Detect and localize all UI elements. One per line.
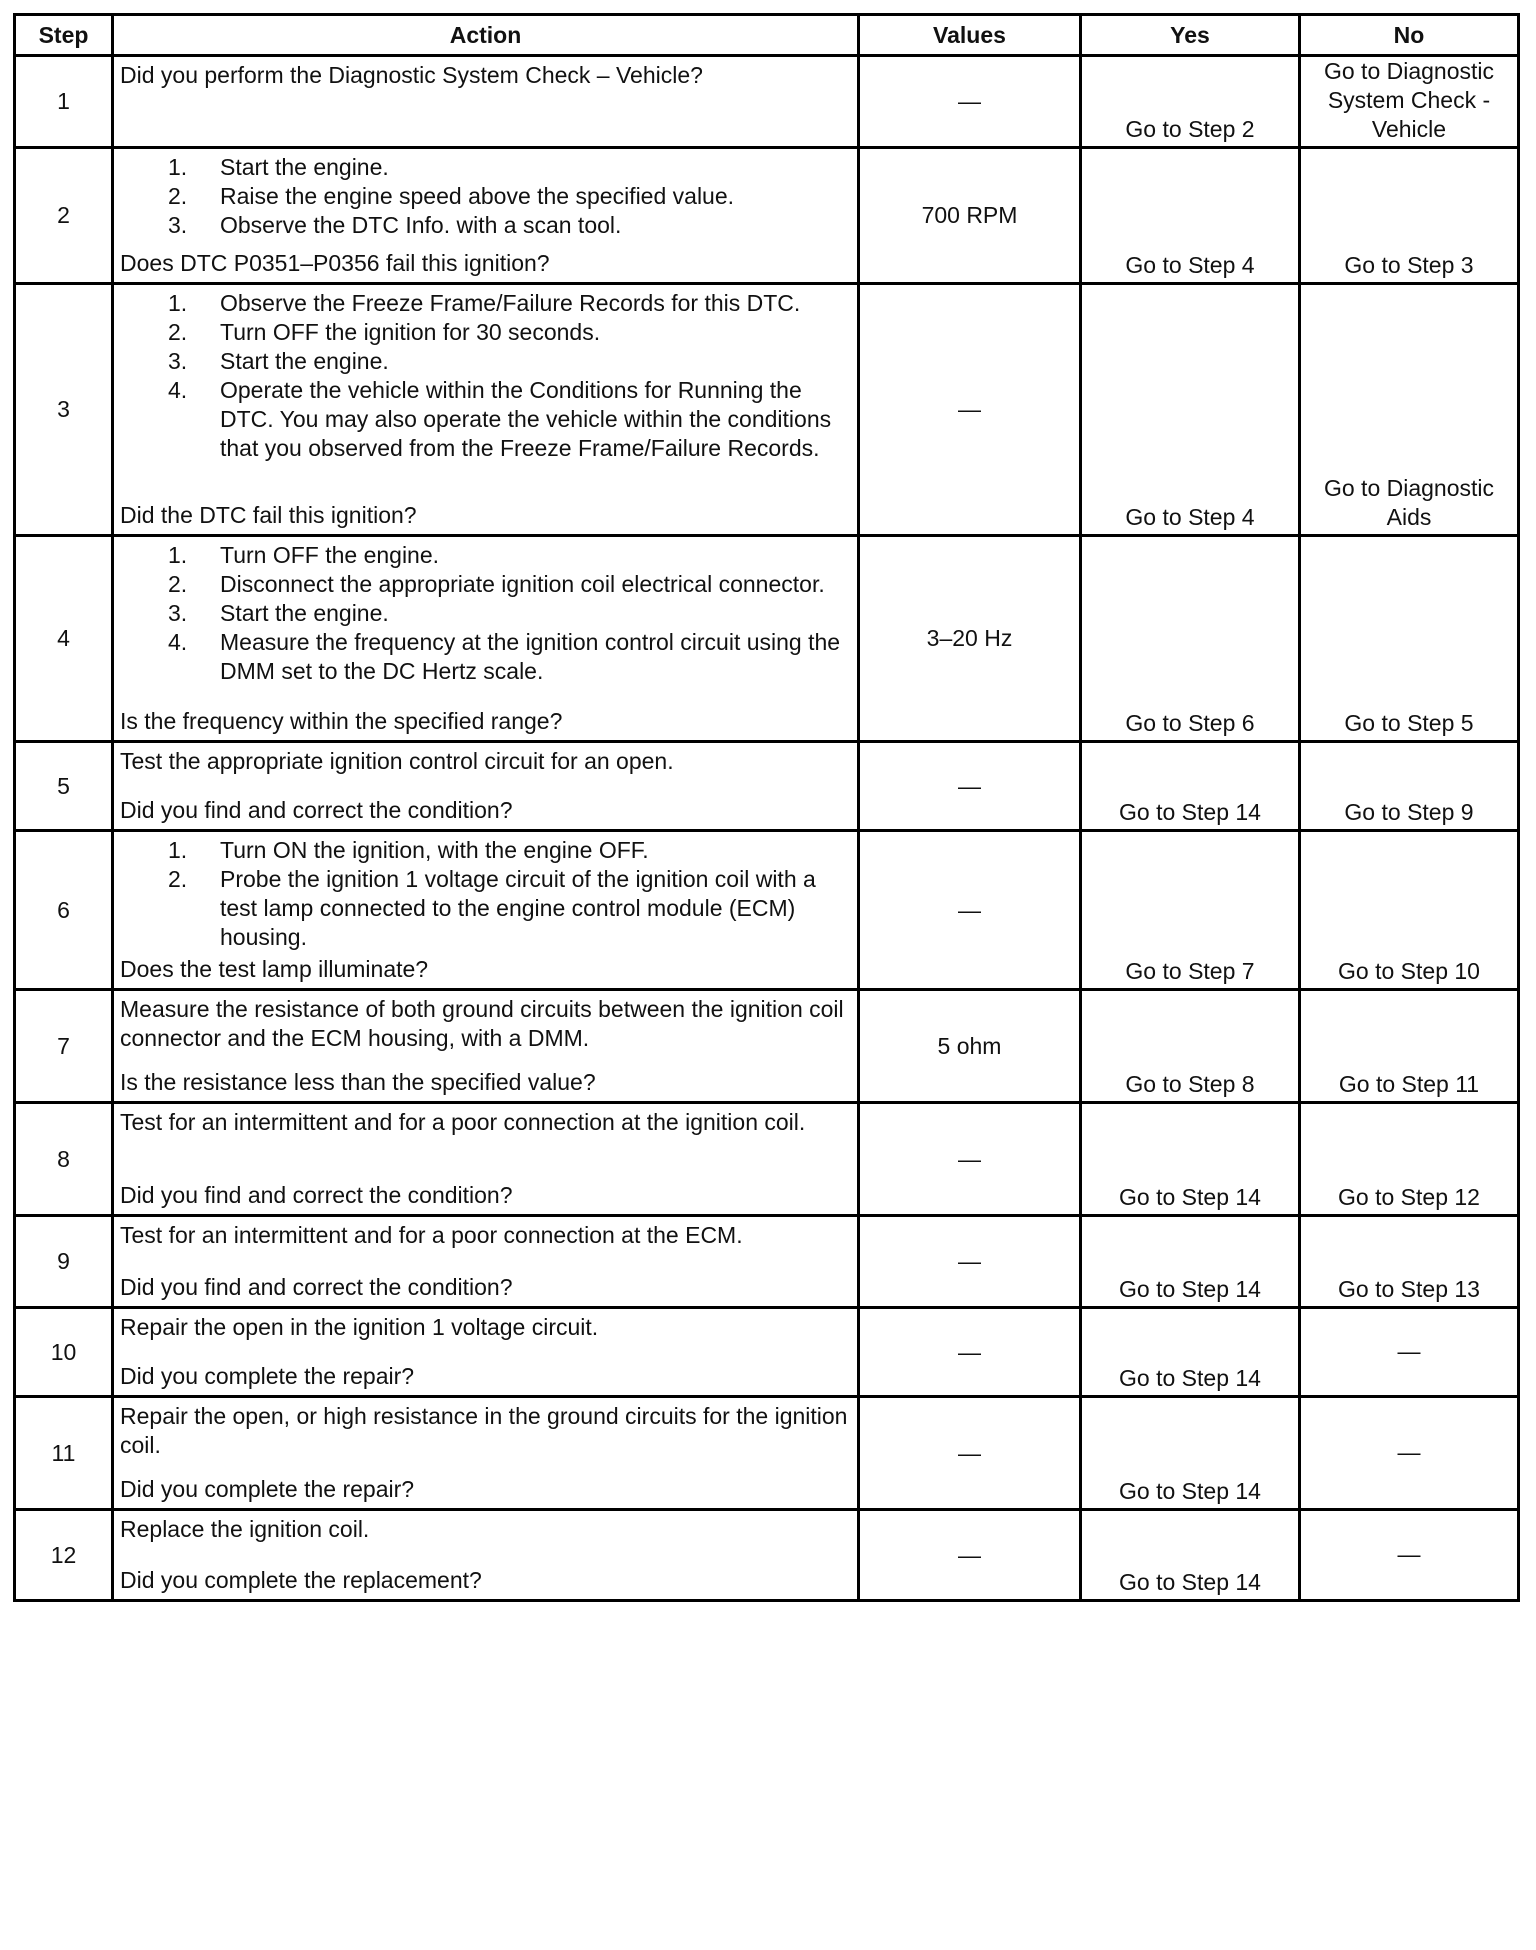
value-cell: — (859, 284, 1081, 536)
yes-cell: Go to Step 14 (1081, 1397, 1300, 1510)
action-steps-list (120, 836, 853, 952)
yes-cell: Go to Step 14 (1081, 1308, 1300, 1397)
action-question: Did you complete the repair? (120, 1476, 415, 1502)
value-cell: — (859, 56, 1081, 148)
step-number: 2 (15, 148, 113, 284)
list-item (168, 628, 853, 686)
action-cell (113, 1510, 859, 1601)
list-item (168, 570, 853, 599)
list-item-number: 3. (168, 212, 188, 238)
list-item-text: Disconnect the appropriate ignition coil electrical connector. (220, 571, 825, 597)
list-item-text: Start the engine. (220, 348, 389, 374)
list-item (168, 153, 853, 182)
action-question: Did the DTC fail this ignition? (120, 502, 417, 528)
header-row (15, 15, 1519, 56)
no-cell: — (1300, 1308, 1519, 1397)
action-question: Did you complete the repair? (120, 1363, 415, 1389)
action-question: Did you find and correct the condition? (120, 797, 513, 823)
yes-cell: Go to Step 7 (1081, 831, 1300, 990)
action-instruction: Test for an intermittent and for a poor connection at the ignition coil. (120, 1109, 806, 1135)
value-cell: — (859, 1397, 1081, 1510)
step-number: 7 (15, 990, 113, 1103)
action-instruction: Replace the ignition coil. (120, 1516, 370, 1542)
list-item (168, 865, 853, 952)
action-question: Is the frequency within the specified range? (120, 708, 563, 734)
action-question: Did you find and correct the condition? (120, 1182, 513, 1208)
value-cell: 3–20 Hz (859, 536, 1081, 742)
action-cell (113, 831, 859, 990)
list-item-number: 2. (168, 183, 188, 209)
step-number: 12 (15, 1510, 113, 1601)
action-cell (113, 284, 859, 536)
yes-cell: Go to Step 14 (1081, 1103, 1300, 1216)
action-cell (113, 1103, 859, 1216)
spacer (120, 463, 853, 501)
spacer (120, 1342, 853, 1362)
step-number: 3 (15, 284, 113, 536)
step-number: 9 (15, 1216, 113, 1308)
step-number: 5 (15, 742, 113, 831)
action-cell (113, 990, 859, 1103)
list-item-number: 1. (168, 290, 188, 316)
no-cell: Go to Step 3 (1300, 148, 1519, 284)
list-item-number: 3. (168, 348, 188, 374)
diagnostic-document (13, 13, 1520, 1602)
value-cell: 700 RPM (859, 148, 1081, 284)
header-yes: Yes (1081, 15, 1300, 56)
no-cell: Go to Step 5 (1300, 536, 1519, 742)
yes-cell: Go to Step 14 (1081, 742, 1300, 831)
no-cell: Go to Diagnostic System Check - Vehicle (1300, 56, 1519, 148)
action-instruction: Repair the open, or high resistance in the ground circuits for the ignition coil. (120, 1403, 848, 1458)
yes-cell: Go to Step 6 (1081, 536, 1300, 742)
yes-cell: Go to Step 14 (1081, 1510, 1300, 1601)
table-row (15, 284, 1519, 536)
list-item-number: 2. (168, 571, 188, 597)
action-instruction: Test for an intermittent and for a poor connection at the ECM. (120, 1222, 743, 1248)
action-question: Did you complete the replacement? (120, 1567, 482, 1593)
spacer (120, 686, 853, 707)
action-question: Is the resistance less than the specified value? (120, 1069, 596, 1095)
list-item-text: Turn OFF the engine. (220, 542, 440, 568)
action-content (120, 995, 853, 1097)
table-row (15, 536, 1519, 742)
action-instruction: Did you perform the Diagnostic System Check – Vehicle? (120, 62, 703, 88)
spacer (120, 1544, 853, 1566)
step-number: 10 (15, 1308, 113, 1397)
step-number: 11 (15, 1397, 113, 1510)
table-row (15, 831, 1519, 990)
header-values: Values (859, 15, 1081, 56)
action-content (120, 1402, 853, 1504)
action-cell (113, 536, 859, 742)
spacer (120, 1250, 853, 1273)
no-cell: — (1300, 1397, 1519, 1510)
action-cell (113, 56, 859, 148)
header-step: Step (15, 15, 113, 56)
action-content (120, 61, 853, 142)
action-cell (113, 148, 859, 284)
list-item-number: 2. (168, 866, 188, 892)
list-item-text: Operate the vehicle within the Conditions for Running the DTC. You may also operate the vehicle within the conditions that you observed from the Freeze Frame/Failure Records. (220, 377, 832, 461)
step-number: 4 (15, 536, 113, 742)
action-content (120, 836, 853, 984)
action-content (120, 289, 853, 530)
header-action: Action (113, 15, 859, 56)
list-item (168, 182, 853, 211)
action-content (120, 1313, 853, 1391)
action-content (120, 1108, 853, 1210)
action-question: Did you find and correct the condition? (120, 1274, 513, 1300)
list-item-text: Measure the frequency at the ignition control circuit using the DMM set to the DC Hertz scale. (220, 629, 841, 684)
table-row (15, 742, 1519, 831)
table-row (15, 990, 1519, 1103)
action-steps-list (120, 289, 853, 463)
action-question: Does the test lamp illuminate? (120, 956, 429, 982)
action-content (120, 1515, 853, 1595)
list-item-text: Turn ON the ignition, with the engine OFF. (220, 837, 649, 863)
action-content (120, 1221, 853, 1302)
list-item-number: 4. (168, 629, 188, 655)
spacer (120, 1460, 853, 1475)
list-item-text: Raise the engine speed above the specified value. (220, 183, 735, 209)
action-content (120, 153, 853, 278)
step-number: 8 (15, 1103, 113, 1216)
yes-cell: Go to Step 8 (1081, 990, 1300, 1103)
diagnostic-table (13, 13, 1520, 1602)
spacer (120, 1053, 853, 1068)
table-row (15, 1103, 1519, 1216)
no-cell: Go to Step 10 (1300, 831, 1519, 990)
value-cell: — (859, 1308, 1081, 1397)
list-item-number: 1. (168, 154, 188, 180)
value-cell: 5 ohm (859, 990, 1081, 1103)
yes-cell: Go to Step 4 (1081, 284, 1300, 536)
list-item (168, 347, 853, 376)
action-cell (113, 1397, 859, 1510)
list-item (168, 541, 853, 570)
list-item-number: 1. (168, 837, 188, 863)
value-cell: — (859, 831, 1081, 990)
action-question: Does DTC P0351–P0356 fail this ignition? (120, 250, 550, 276)
action-instruction: Measure the resistance of both ground circuits between the ignition coil connector and the ECM housing, with a DMM. (120, 996, 844, 1051)
value-cell: — (859, 1216, 1081, 1308)
list-item-text: Observe the DTC Info. with a scan tool. (220, 212, 622, 238)
spacer (120, 240, 853, 249)
table-row (15, 148, 1519, 284)
table-body (15, 56, 1519, 1601)
no-cell: Go to Step 9 (1300, 742, 1519, 831)
list-item (168, 836, 853, 865)
action-steps-list (120, 153, 853, 240)
spacer (120, 1137, 853, 1181)
value-cell: — (859, 1103, 1081, 1216)
step-number: 6 (15, 831, 113, 990)
list-item (168, 376, 853, 463)
spacer (120, 776, 853, 796)
action-content (120, 541, 853, 736)
list-item-text: Start the engine. (220, 600, 389, 626)
action-steps-list (120, 541, 853, 686)
yes-cell: Go to Step 2 (1081, 56, 1300, 148)
list-item-number: 4. (168, 377, 188, 403)
yes-cell: Go to Step 4 (1081, 148, 1300, 284)
header-no: No (1300, 15, 1519, 56)
list-item-text: Probe the ignition 1 voltage circuit of the ignition coil with a test lamp connected to the engine control module (ECM) housing. (220, 866, 816, 950)
value-cell: — (859, 742, 1081, 831)
no-cell: Go to Step 13 (1300, 1216, 1519, 1308)
list-item-text: Observe the Freeze Frame/Failure Records for this DTC. (220, 290, 801, 316)
list-item (168, 599, 853, 628)
step-number: 1 (15, 56, 113, 148)
no-cell: — (1300, 1510, 1519, 1601)
list-item (168, 318, 853, 347)
action-cell (113, 742, 859, 831)
list-item-number: 2. (168, 319, 188, 345)
no-cell: Go to Step 12 (1300, 1103, 1519, 1216)
action-content (120, 747, 853, 825)
list-item-text: Start the engine. (220, 154, 389, 180)
table-row (15, 1308, 1519, 1397)
list-item-text: Turn OFF the ignition for 30 seconds. (220, 319, 601, 345)
no-cell: Go to Step 11 (1300, 990, 1519, 1103)
list-item (168, 289, 853, 318)
list-item (168, 211, 853, 240)
list-item-number: 3. (168, 600, 188, 626)
yes-cell: Go to Step 14 (1081, 1216, 1300, 1308)
no-cell: Go to Diagnostic Aids (1300, 284, 1519, 536)
action-cell (113, 1216, 859, 1308)
action-instruction: Test the appropriate ignition control circuit for an open. (120, 748, 674, 774)
value-cell: — (859, 1510, 1081, 1601)
action-cell (113, 1308, 859, 1397)
list-item-number: 1. (168, 542, 188, 568)
table-row (15, 56, 1519, 148)
action-instruction: Repair the open in the ignition 1 voltage circuit. (120, 1314, 599, 1340)
table-row (15, 1216, 1519, 1308)
table-row (15, 1397, 1519, 1510)
table-row (15, 1510, 1519, 1601)
